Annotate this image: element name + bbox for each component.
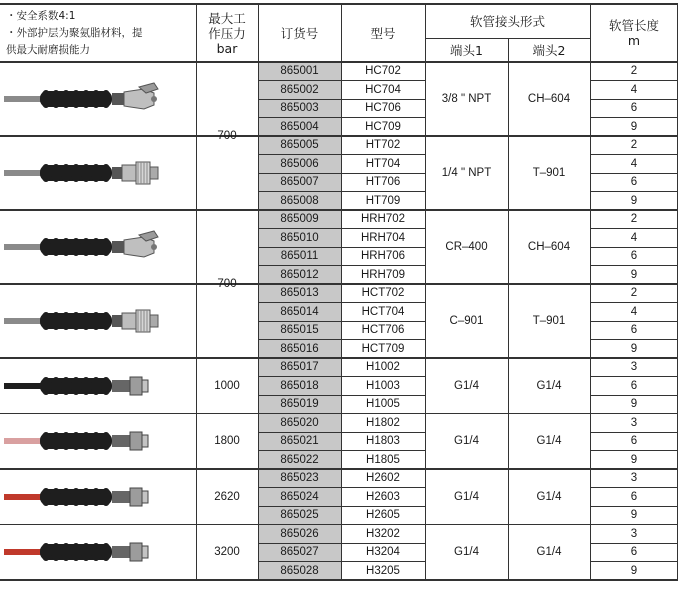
rule-line xyxy=(258,432,425,433)
hose-length: 6 xyxy=(630,102,638,115)
rule-line xyxy=(0,468,678,469)
rule-line xyxy=(508,38,509,580)
hose-length: 6 xyxy=(630,250,638,263)
rule-line xyxy=(258,302,425,303)
order-number: 865002 xyxy=(258,81,341,100)
rule-line xyxy=(590,432,678,433)
rule-line xyxy=(258,154,425,155)
rule-line xyxy=(0,135,196,136)
model-number: HCT706 xyxy=(361,324,405,337)
hose-length: 2 xyxy=(630,287,638,300)
hose-length: 9 xyxy=(630,268,638,281)
model-number: HCT704 xyxy=(361,305,405,318)
hose-length: 6 xyxy=(630,324,638,337)
order-number: 865009 xyxy=(258,210,341,229)
end1-connector: C–901 xyxy=(449,315,484,327)
hose-length: 9 xyxy=(630,342,638,355)
header-order-no: 订货号 xyxy=(280,25,319,41)
model-number: H3205 xyxy=(366,564,400,577)
model-number: HRH706 xyxy=(360,250,406,263)
header-length-unit: m xyxy=(627,33,641,48)
order-number: 865015 xyxy=(258,321,341,340)
rule-line xyxy=(590,561,678,562)
rule-line xyxy=(677,4,678,580)
rule-line xyxy=(590,80,678,81)
note-line: ・安全系数4:1 xyxy=(6,10,76,22)
hose-with-t-coupler-icon xyxy=(4,301,194,345)
hose-length: 9 xyxy=(630,509,638,522)
hose-length: 9 xyxy=(630,564,638,577)
rule-line xyxy=(0,61,678,62)
rule-line xyxy=(590,321,678,322)
hose-with-fitting-icon xyxy=(4,366,194,410)
note-line: ・外部护层为聚氨脂材料，提 xyxy=(6,27,143,39)
model-number: HCT709 xyxy=(361,342,405,355)
rule-line xyxy=(258,321,425,322)
order-number: 865008 xyxy=(258,192,341,211)
end1-connector: G1/4 xyxy=(454,379,479,392)
end2-connector: G1/4 xyxy=(536,490,562,503)
rule-line xyxy=(590,302,678,303)
model-number: HC706 xyxy=(365,102,401,115)
hose-with-ch-coupler-icon xyxy=(4,79,194,123)
hose-length: 4 xyxy=(630,83,638,96)
model-number: H2603 xyxy=(366,490,400,503)
order-number: 865013 xyxy=(258,284,341,303)
hose-length: 9 xyxy=(630,398,638,411)
hose-length: 3 xyxy=(630,361,638,374)
order-number: 865021 xyxy=(258,432,341,451)
rule-line xyxy=(258,376,425,377)
rule-line xyxy=(590,228,678,229)
rule-line xyxy=(590,99,678,100)
end2-connector: CH–604 xyxy=(527,93,571,105)
header-length xyxy=(590,4,678,62)
rule-line xyxy=(258,4,259,580)
order-number: 865017 xyxy=(258,358,341,377)
model-number: H1803 xyxy=(366,435,400,448)
max-pressure: 700 xyxy=(217,130,237,142)
order-number: 865016 xyxy=(258,340,341,359)
rule-line xyxy=(258,228,425,229)
header-pressure-line1: 最大工 xyxy=(208,10,246,26)
rule-line xyxy=(258,247,425,248)
model-number: H1805 xyxy=(366,453,400,466)
max-pressure: 700 xyxy=(217,278,237,290)
model-number: HCT702 xyxy=(361,287,405,300)
hose-with-t-coupler-icon xyxy=(4,153,194,197)
max-pressure: 1800 xyxy=(214,435,240,448)
hose-length: 3 xyxy=(630,416,638,429)
rule-line xyxy=(258,561,425,562)
rule-line xyxy=(590,450,678,451)
model-number: HC709 xyxy=(365,120,401,133)
model-number: HRH709 xyxy=(360,268,406,281)
hose-length: 4 xyxy=(630,231,638,244)
end1-connector: 3/8 " NPT xyxy=(441,93,492,105)
hose-length: 6 xyxy=(630,490,638,503)
order-number: 865010 xyxy=(258,229,341,248)
hose-with-fitting-icon xyxy=(4,421,194,465)
rule-line xyxy=(258,265,425,266)
rule-line xyxy=(590,339,678,340)
end2-connector: CH–604 xyxy=(527,241,571,253)
header-pressure xyxy=(196,4,258,62)
order-number: 865020 xyxy=(258,414,341,433)
model-number: HT702 xyxy=(365,139,401,152)
header-end2: 端头2 xyxy=(532,42,566,58)
hose-length: 9 xyxy=(630,120,638,133)
max-pressure: 3200 xyxy=(214,546,240,559)
model-number: H3204 xyxy=(366,546,400,559)
note-line: 供最大耐磨损能力 xyxy=(6,44,90,56)
rule-line xyxy=(0,209,678,210)
order-number: 865023 xyxy=(258,469,341,488)
model-number: HRH704 xyxy=(360,231,406,244)
order-number: 865027 xyxy=(258,543,341,562)
hose-length: 3 xyxy=(630,472,638,485)
rule-line xyxy=(590,265,678,266)
rule-line xyxy=(590,154,678,155)
rule-line xyxy=(590,247,678,248)
rule-line xyxy=(590,395,678,396)
model-number: HC704 xyxy=(365,83,401,96)
model-number: H1802 xyxy=(366,416,400,429)
rule-line xyxy=(590,117,678,118)
end2-connector: G1/4 xyxy=(536,546,562,559)
notes xyxy=(6,8,143,59)
model-number: HC702 xyxy=(365,65,401,78)
order-number: 865026 xyxy=(258,525,341,544)
rule-line xyxy=(0,524,678,525)
header-length-line1: 软管长度 xyxy=(608,18,659,33)
order-number: 865007 xyxy=(258,173,341,192)
order-number: 865028 xyxy=(258,562,341,581)
rule-line xyxy=(258,543,425,544)
order-number: 865001 xyxy=(258,62,341,81)
header-pressure-line2: 作压力 xyxy=(208,25,246,41)
rule-line xyxy=(590,543,678,544)
rule-line xyxy=(0,283,678,284)
rule-line xyxy=(258,173,425,174)
rule-line xyxy=(0,579,678,580)
hose-length: 2 xyxy=(630,65,638,78)
hose-length: 4 xyxy=(630,157,638,170)
end1-connector: G1/4 xyxy=(454,490,479,503)
rule-line xyxy=(258,99,425,100)
model-number: HRH702 xyxy=(360,213,406,226)
end1-connector: G1/4 xyxy=(454,546,479,559)
header-end1: 端头1 xyxy=(450,42,483,58)
hose-length: 6 xyxy=(630,176,638,189)
model-number: H2602 xyxy=(366,472,400,485)
rule-line xyxy=(0,3,678,4)
model-number: H3202 xyxy=(366,527,400,540)
model-number: HT706 xyxy=(365,176,401,189)
hose-length: 9 xyxy=(630,194,638,207)
rule-line xyxy=(258,80,425,81)
header-model: 型号 xyxy=(370,25,396,41)
model-number: H1002 xyxy=(366,361,400,374)
rule-line xyxy=(0,413,678,414)
end2-connector: T–901 xyxy=(532,167,566,179)
order-number: 865003 xyxy=(258,99,341,118)
hose-with-fitting-icon xyxy=(4,477,194,521)
order-number: 865018 xyxy=(258,377,341,396)
model-number: HT709 xyxy=(365,194,401,207)
order-number: 865012 xyxy=(258,266,341,285)
order-number: 865025 xyxy=(258,506,341,525)
end1-connector: 1/4 " NPT xyxy=(441,167,492,179)
rule-line xyxy=(590,173,678,174)
hose-length: 4 xyxy=(630,305,638,318)
end2-connector: G1/4 xyxy=(536,435,562,448)
order-number: 865022 xyxy=(258,451,341,470)
order-number: 865024 xyxy=(258,488,341,507)
hose-length: 2 xyxy=(630,213,638,226)
rule-line xyxy=(258,191,425,192)
rule-line xyxy=(258,395,425,396)
rule-line xyxy=(590,487,678,488)
hose-length: 3 xyxy=(630,527,638,540)
rule-line xyxy=(0,357,678,358)
model-number: HT704 xyxy=(365,157,401,170)
hose-with-ch-coupler-icon xyxy=(4,227,194,271)
rule-line xyxy=(590,376,678,377)
model-number: H2605 xyxy=(366,509,400,522)
model-number: H1005 xyxy=(366,398,400,411)
rule-line xyxy=(258,506,425,507)
model-number: H1003 xyxy=(366,379,400,392)
header-coupler-type: 软管接头形式 xyxy=(469,13,545,29)
max-pressure: 2620 xyxy=(214,490,240,503)
rule-line xyxy=(590,191,678,192)
end2-connector: T–901 xyxy=(532,315,566,327)
order-number: 865006 xyxy=(258,155,341,174)
rule-line xyxy=(341,4,342,580)
hose-length: 2 xyxy=(630,139,638,152)
rule-line xyxy=(258,339,425,340)
hose-length: 9 xyxy=(630,453,638,466)
rule-line xyxy=(590,506,678,507)
header-pressure-unit: bar xyxy=(216,40,238,56)
hose-length: 6 xyxy=(630,379,638,392)
rule-line xyxy=(196,4,197,580)
hose-length: 6 xyxy=(630,546,638,559)
rule-line xyxy=(590,4,591,580)
hose-with-fitting-icon xyxy=(4,532,194,576)
order-number: 865005 xyxy=(258,136,341,155)
hose-length: 6 xyxy=(630,435,638,448)
rule-line xyxy=(258,117,425,118)
end1-connector: G1/4 xyxy=(454,435,479,448)
rule-line xyxy=(425,4,426,580)
rule-line xyxy=(258,487,425,488)
end2-connector: G1/4 xyxy=(536,379,562,392)
max-pressure: 1000 xyxy=(214,379,240,392)
order-number: 865019 xyxy=(258,395,341,414)
order-number: 865014 xyxy=(258,303,341,322)
order-number: 865004 xyxy=(258,118,341,137)
end1-connector: CR–400 xyxy=(445,241,488,253)
order-number: 865011 xyxy=(258,247,341,266)
rule-line xyxy=(258,450,425,451)
